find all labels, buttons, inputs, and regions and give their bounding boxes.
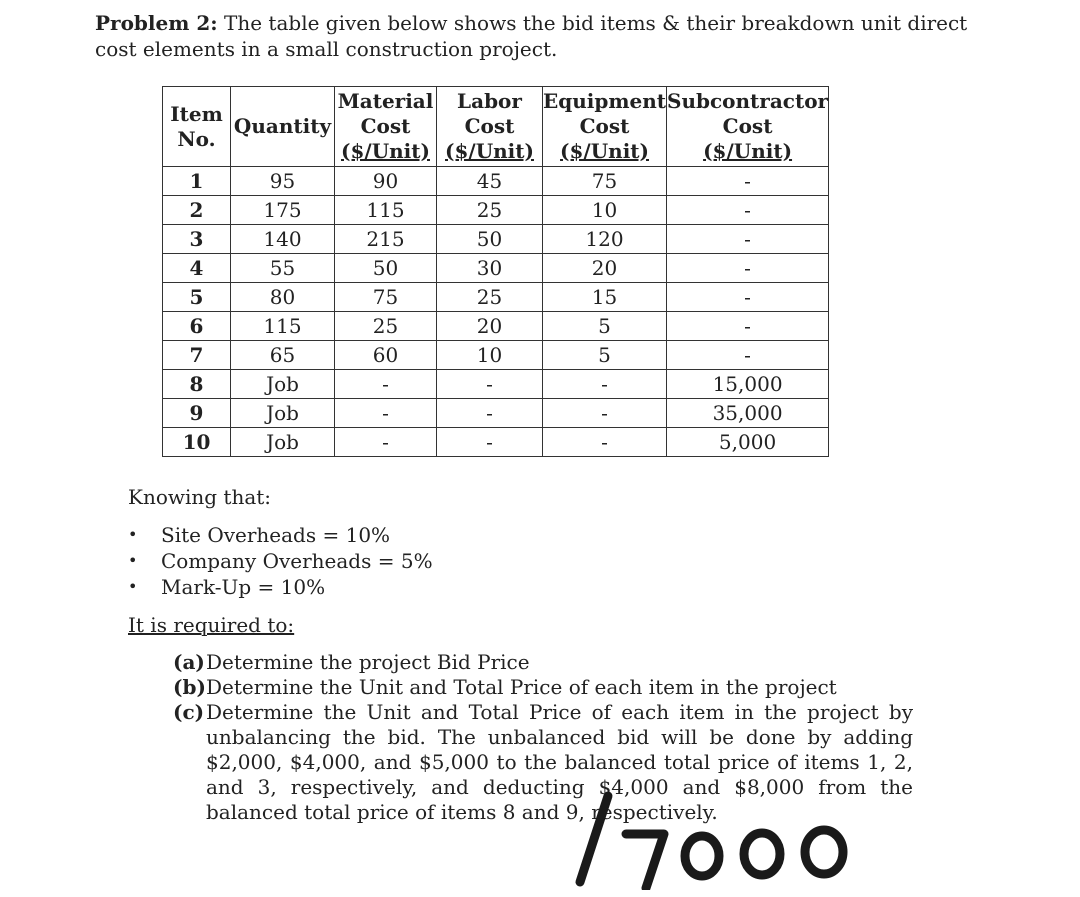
subcontractor-cell: - [667,225,829,254]
item-number: 10 [163,428,231,457]
equipment-cell: 15 [543,283,667,312]
header-labor-cost: Labor Cost ($/Unit) [437,87,543,167]
subcontractor-cell: - [667,254,829,283]
list-item: • Site Overheads = 10% [128,522,433,548]
overheads-list [128,522,433,600]
item-number: 5 [163,283,231,312]
problem-text: The table given below shows the bid items & their breakdown unit direct cost elements in a small construction project. [95,11,968,61]
table-row [163,428,829,457]
task-label: (a) [173,650,205,674]
table-row [163,196,829,225]
material-cell: 25 [335,312,437,341]
quantity-cell: 140 [231,225,335,254]
subcontractor-cell: 35,000 [667,399,829,428]
equipment-cell: 5 [543,341,667,370]
labor-cell: - [437,428,543,457]
quantity-cell: 95 [231,167,335,196]
item-number: 6 [163,312,231,341]
subcontractor-cell: - [667,312,829,341]
equipment-cell: 20 [543,254,667,283]
material-cell: 115 [335,196,437,225]
task-text: Determine the project Bid Price [206,650,530,674]
labor-cell: 50 [437,225,543,254]
ink-digit-zero [685,836,719,876]
equipment-cell: - [543,370,667,399]
quantity-cell: 175 [231,196,335,225]
subcontractor-cell: - [667,341,829,370]
item-number: 1 [163,167,231,196]
header-material-cost: Material Cost ($/Unit) [335,87,437,167]
item-number: 2 [163,196,231,225]
header-subcontractor-cost: Subcontractor Cost ($/Unit) [667,87,829,167]
list-item: • Mark-Up = 10% [128,574,433,600]
table-row [163,399,829,428]
labor-cell: 10 [437,341,543,370]
ink-digit-zero [744,833,780,875]
list-item: • Company Overheads = 5% [128,548,433,574]
quantity-cell: Job [231,370,335,399]
material-cell: - [335,399,437,428]
task-label: (c) [173,700,205,724]
ink-digit-zero [805,830,843,874]
subcontractor-cell: - [667,283,829,312]
ink-digit-seven [626,834,664,888]
material-cell: 60 [335,341,437,370]
item-number: 4 [163,254,231,283]
material-cell: - [335,428,437,457]
table-row [163,225,829,254]
quantity-cell: 115 [231,312,335,341]
task-item [173,675,913,700]
material-cell: 90 [335,167,437,196]
ink-slash [580,796,608,882]
item-number: 9 [163,399,231,428]
equipment-cell: 10 [543,196,667,225]
task-label: (b) [173,675,206,699]
required-title: It is required to: [128,613,295,637]
material-cell: 215 [335,225,437,254]
quantity-cell: 55 [231,254,335,283]
labor-cell: 25 [437,196,543,225]
labor-cell: 30 [437,254,543,283]
equipment-cell: 120 [543,225,667,254]
subcontractor-cell: 15,000 [667,370,829,399]
material-cell: 50 [335,254,437,283]
header-item-no: Item No. [163,87,231,167]
handwritten-annotation [560,790,880,890]
equipment-cell: - [543,399,667,428]
equipment-cell: 5 [543,312,667,341]
cost-table [162,86,829,457]
header-equipment-cost: Equipment Cost ($/Unit) [543,87,667,167]
subcontractor-cell: - [667,196,829,225]
equipment-cell: - [543,428,667,457]
table-row [163,312,829,341]
table-row [163,370,829,399]
table-row [163,167,829,196]
item-number: 3 [163,225,231,254]
labor-cell: 25 [437,283,543,312]
header-quantity: Quantity [231,87,335,167]
labor-cell: 45 [437,167,543,196]
task-item [173,650,913,675]
equipment-cell: 75 [543,167,667,196]
material-cell: 75 [335,283,437,312]
item-number: 7 [163,341,231,370]
subcontractor-cell: - [667,167,829,196]
quantity-cell: 80 [231,283,335,312]
task-text: Determine the Unit and Total Price of each item in the project by unbalancing the bid. The unbalanced bid will be done by adding $2,000, $4,000, and $5,000 to the balanced total price of items 1, 2, and 3, respectively, and deducting $4,000 and $8,000 from the balanced total price of items 8 and 9, respectively. [206,700,913,824]
table-row [163,341,829,370]
task-text: Determine the Unit and Total Price of each item in the project [206,675,837,699]
subcontractor-cell: 5,000 [667,428,829,457]
material-cell: - [335,370,437,399]
quantity-cell: 65 [231,341,335,370]
knowing-that-title: Knowing that: [128,485,272,509]
item-number: 8 [163,370,231,399]
labor-cell: - [437,399,543,428]
quantity-cell: Job [231,428,335,457]
labor-cell: - [437,370,543,399]
problem-label: Problem 2: [95,11,218,35]
quantity-cell: Job [231,399,335,428]
problem-statement [95,10,995,62]
table-row [163,283,829,312]
labor-cell: 20 [437,312,543,341]
table-row [163,254,829,283]
